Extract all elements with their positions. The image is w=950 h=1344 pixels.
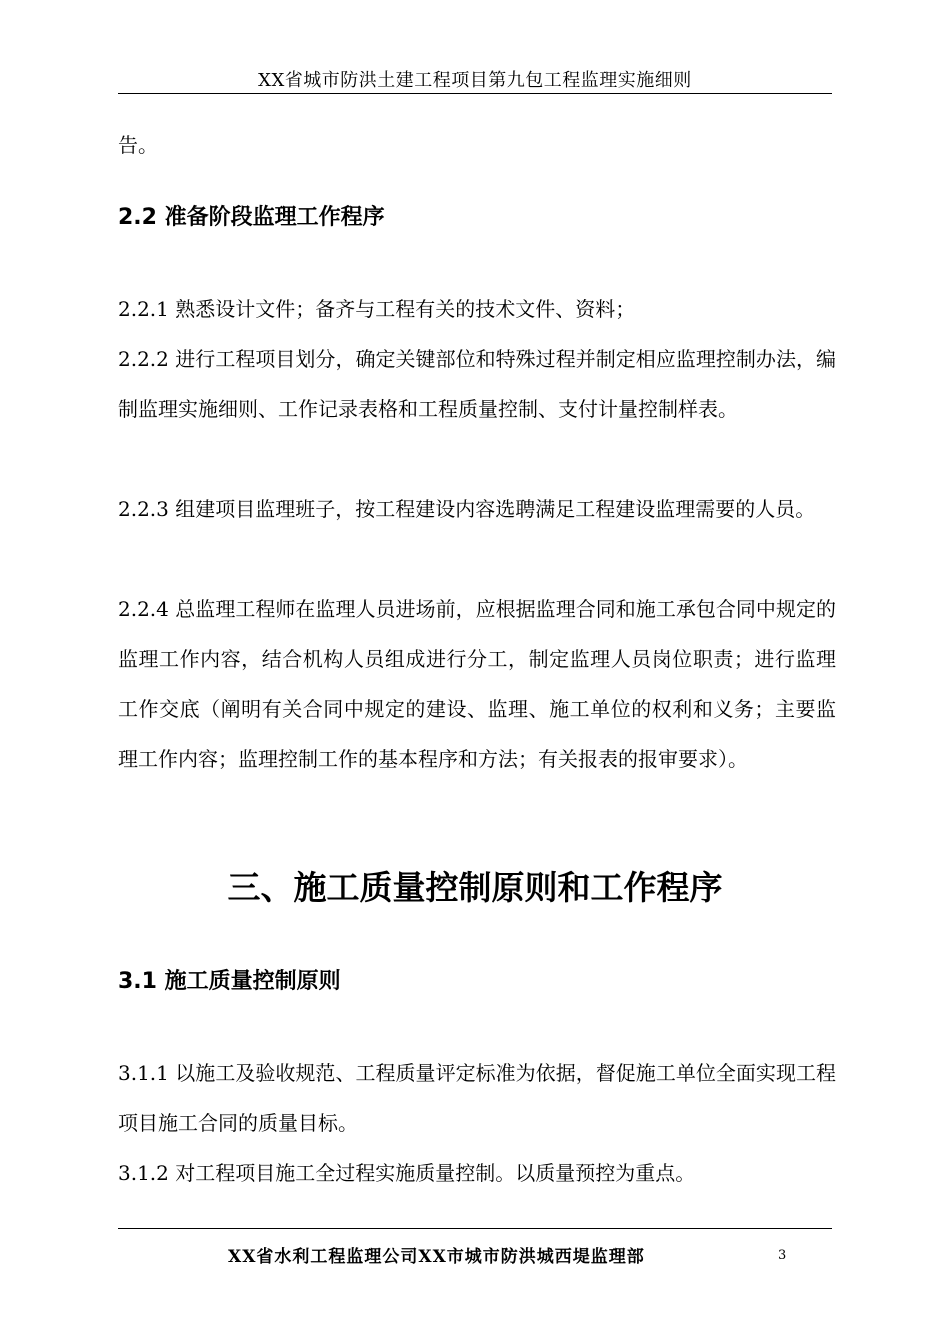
item-3-1-1: 3.1.1 以施工及验收规范、工程质量评定标准为依据，督促施工单位全面实现工程项目施工合同的质量目标。 xyxy=(118,1061,836,1135)
item-2-2-4: 2.2.4 总监理工程师在监理人员进场前，应根据监理合同和施工承包合同中规定的监理工作内容，结合机构人员组成进行分工，制定监理人员岗位职责；进行监理工作交底（阐明有关合同中规定的建设、监理、施工单位的权利和义务；主要监理工作内容；监理控制工作的基本程序和方法；有关报表的报审要求）。 xyxy=(118,597,836,771)
page-header-title: XX省城市防洪土建工程项目第九包工程监理实施细则 xyxy=(258,70,692,91)
section-3-1-heading: 3.1 施工质量控制原则 xyxy=(118,969,341,994)
header-divider xyxy=(118,93,832,94)
item-2-2-1: 2.2.1 熟悉设计文件；备齐与工程有关的技术文件、资料； xyxy=(118,297,636,321)
chapter-3-title: 三、施工质量控制原则和工作程序 xyxy=(227,868,723,907)
item-3-1-2: 3.1.2 对工程项目施工全过程实施质量控制。以质量预控为重点。 xyxy=(118,1161,696,1185)
page-number: 3 xyxy=(778,1248,787,1263)
section-2-2-heading: 2.2 准备阶段监理工作程序 xyxy=(118,205,385,230)
item-2-2-2: 2.2.2 进行工程项目划分，确定关键部位和特殊过程并制定相应监理控制办法，编制监理实施细则、工作记录表格和工程质量控制、支付计量控制样表。 xyxy=(118,347,836,421)
footer-organization: XX省水利工程监理公司XX市城市防洪城西堤监理部 xyxy=(228,1247,645,1267)
footer-divider xyxy=(118,1228,832,1229)
item-2-2-3: 2.2.3 组建项目监理班子，按工程建设内容选聘满足工程建设监理需要的人员。 xyxy=(118,497,816,521)
continuation-text: 告。 xyxy=(118,133,158,157)
